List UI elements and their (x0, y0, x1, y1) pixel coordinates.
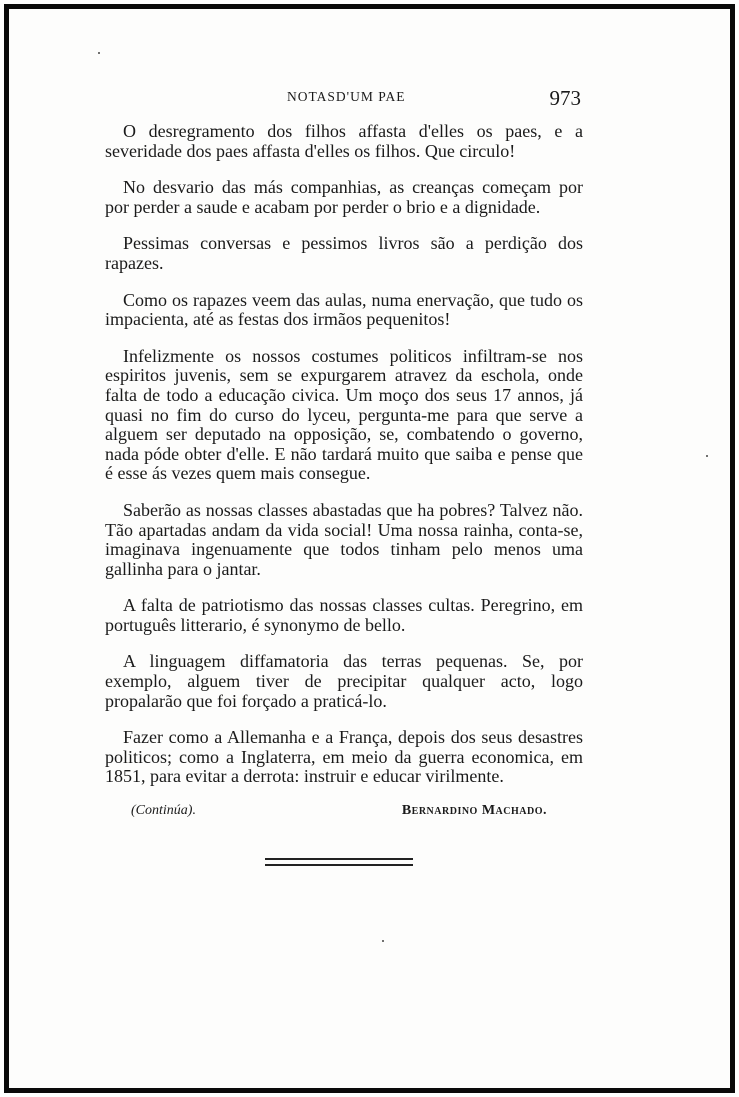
running-title: NOTASD'UM PAE (287, 89, 406, 104)
paragraph: Como os rapazes veem das aulas, numa enervação, que tudo os impacienta, até as festas dos irmãos pequenitos! (105, 289, 583, 330)
signature-line (105, 803, 583, 825)
page-header (105, 86, 583, 116)
paragraph: Fazer como a Allemanha e a França, depois dos seus desastres politicos; como a Inglaterra, em meio da guerra economica, em 1851, para evitar a derrota: instruir e educar virilmente. (105, 727, 583, 787)
paragraph: O desregramento dos filhos affasta d'elles os paes, e a severidade dos paes affasta d'elles os filhos. Que circulo! (105, 121, 583, 161)
page-number: 973 (549, 86, 581, 110)
paragraph: A falta de patriotismo das nossas classes cultas. Peregrino, em português litterario, é synonymo de bello. (105, 595, 583, 635)
print-speck (382, 940, 384, 942)
print-speck (98, 52, 100, 54)
paragraph: No desvario das más companhias, as creanças começam por por perder a saude e acabam por perder o brio e a dignidade. (105, 177, 583, 217)
article-body (105, 122, 583, 804)
paragraph: Infelizmente os nossos costumes politicos infiltram-se nos espiritos juvenis, sem se expurgarem atravez da eschola, onde falta de todo a educação civica. Um moço dos seus 17 annos, já quasi no fim do curso do lyceu, pergunta-me para que serve a alguem ser deputado na opposição, se, combatendo o governo, nada póde obter d'elle. E não tardará muito que saiba e pense que é esse ás vezes quem mais consegue. (105, 345, 583, 484)
print-speck (706, 455, 708, 457)
paragraph: A linguagem diffamatoria das terras pequenas. Se, por exemplo, alguem tiver de precipitar qualquer acto, logo propalarão que foi forçado a praticá-lo. (105, 651, 583, 711)
continua-note: (Continúa). (131, 803, 196, 818)
paragraph: Saberão as nossas classes abastadas que ha pobres? Talvez não. Tão apartadas andam da vida social! Uma nossa rainha, conta-se, imaginava ingenuamente que todos tinham pelo menos uma gallinha para o jantar. (105, 499, 583, 579)
paragraph: Pessimas conversas e pessimos livros são a perdição dos rapazes. (105, 233, 583, 273)
double-rule-divider (265, 858, 413, 866)
author-signature: Bernardino Machado. (401, 803, 547, 818)
